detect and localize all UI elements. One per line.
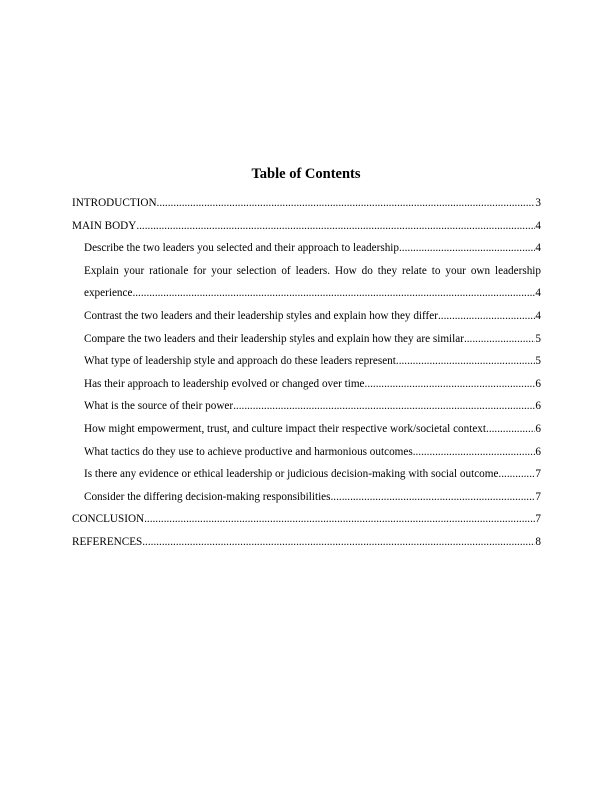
toc-entry-page: 4 (535, 242, 541, 255)
toc-entry-label: INTRODUCTION (72, 197, 157, 209)
toc-entry-page: 4 (535, 219, 541, 232)
toc-entry-label: CONCLUSION (72, 513, 145, 526)
toc-entry-main-body[interactable] (72, 218, 541, 241)
toc-leader-dots (144, 511, 535, 527)
toc-entry-label: Consider the differing decision-making responsibilities (84, 490, 331, 503)
toc-entry-page: 7 (535, 468, 541, 481)
toc-leader-dots (365, 376, 536, 392)
toc-leader-dots (157, 195, 536, 211)
toc-entry-page: 4 (535, 309, 541, 322)
toc-leader-dots (464, 331, 535, 347)
toc-leader-dots (501, 466, 535, 482)
toc-leader-dots (438, 308, 535, 324)
toc-entry-label: Compare the two leaders and their leadership styles and explain how they are similar (84, 332, 464, 345)
toc-leader-dots (399, 240, 535, 256)
toc-entry-label: How might empowerment, trust, and culture impact their respective work/societal context (84, 422, 487, 435)
toc-entry-page: 3 (535, 197, 541, 209)
toc-entry-decision-making[interactable] (72, 489, 541, 512)
toc-entry-label: REFERENCES (72, 535, 143, 548)
toc-entry-source-of-power[interactable] (72, 398, 541, 421)
toc-entry-explain-rationale[interactable] (72, 285, 541, 308)
toc-entry-leadership-style[interactable] (72, 353, 541, 376)
toc-entry-label: What type of leadership style and approach do these leaders represent (84, 355, 396, 368)
toc-entry-page: 7 (535, 513, 541, 526)
toc-entry-page: 8 (535, 535, 541, 548)
toc-entry-page: 7 (535, 490, 541, 503)
toc-entry-describe-leaders[interactable] (72, 240, 541, 263)
toc-entry-page: 6 (535, 377, 541, 390)
toc-leader-dots (233, 398, 535, 414)
toc-leader-dots (331, 489, 536, 505)
table-of-contents (72, 195, 541, 557)
toc-entry-references[interactable] (72, 534, 541, 557)
toc-entry-approach-evolved[interactable] (72, 376, 541, 399)
toc-entry-label: Describe the two leaders you selected and their approach to leadership (84, 242, 399, 255)
toc-entry-label: Explain your rationale for your selection of leaders. How do they relate to your own leadership (84, 264, 541, 277)
toc-entry-label: Is there any evidence or ethical leadership or judicious decision-making with social outcome. (84, 468, 502, 481)
toc-entry-page: 6 (535, 445, 541, 458)
toc-title: Table of Contents (251, 166, 361, 182)
toc-leader-dots (136, 218, 535, 234)
toc-entry-page: 5 (535, 332, 541, 345)
toc-entry-label: MAIN BODY (72, 219, 137, 232)
toc-entry-tactics[interactable] (72, 444, 541, 467)
toc-entry-label: Has their approach to leadership evolved or changed over time (84, 377, 365, 390)
toc-entry-compare-leaders[interactable] (72, 331, 541, 354)
toc-entry-label: What tactics do they use to achieve productive and harmonious outcomes (84, 445, 413, 458)
toc-entry-contrast-leaders[interactable] (72, 308, 541, 331)
toc-leader-dots (413, 444, 536, 460)
toc-entry-page: 6 (535, 422, 541, 435)
toc-leader-dots (486, 421, 535, 437)
toc-entry-conclusion[interactable] (72, 511, 541, 534)
toc-entry-label: Contrast the two leaders and their leadership styles and explain how they differ (84, 309, 438, 322)
toc-entry-page: 4 (535, 287, 541, 300)
toc-entry-label: experience (84, 287, 133, 300)
toc-leader-dots (132, 285, 535, 301)
toc-leader-dots (142, 534, 535, 550)
toc-entry-empowerment-trust-culture[interactable] (72, 421, 541, 444)
toc-entry-page: 5 (535, 355, 541, 368)
toc-leader-dots (396, 353, 536, 369)
toc-entry-page: 6 (535, 400, 541, 413)
toc-entry-explain-rationale-line1[interactable] (72, 263, 541, 286)
toc-entry-label: What is the source of their power (84, 400, 234, 413)
toc-entry-ethical-leadership[interactable] (72, 466, 541, 489)
toc-entry-introduction[interactable] (72, 195, 541, 218)
